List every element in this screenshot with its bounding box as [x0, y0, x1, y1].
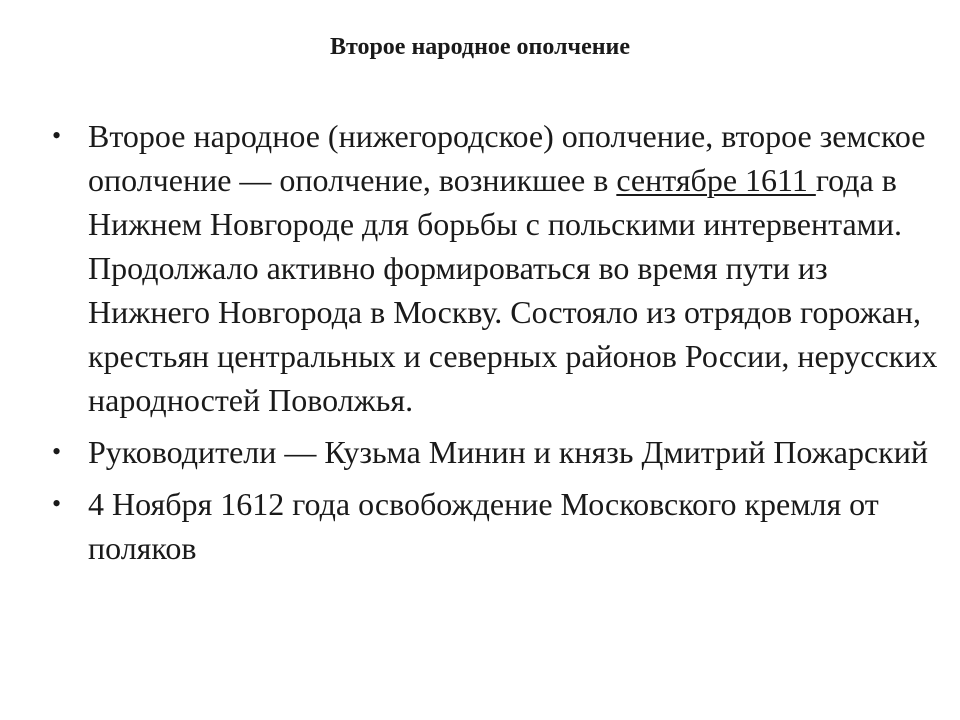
- bullet-icon: •: [52, 121, 62, 150]
- bullet-item-leaders: [48, 430, 938, 474]
- bullet-item-liberation: [48, 482, 938, 570]
- bullet-item-militia: [48, 114, 938, 422]
- bullet-text-liberation: 4 Ноября 1612 года освобождение Московского кремля от поляков: [88, 486, 879, 566]
- slide-title: Второе народное ополчение: [329, 34, 631, 60]
- bullet-list: [48, 114, 938, 578]
- bullet-text-intro: Второе народное (нижегородское) ополчение, второе земское ополчение — ополчение, возникшее в: [88, 118, 926, 198]
- bullet-text-leaders: Руководители — Кузьма Минин и князь Дмитрий Пожарский: [88, 434, 928, 470]
- date-link[interactable]: сентябре 1611: [616, 162, 816, 198]
- bullet-icon: •: [52, 437, 62, 466]
- bullet-text-rest: года в Нижнем Новгороде для борьбы с польскими интервентами. Продолжало активно формироваться во время пути из Нижнего Новгорода в Москву. Состояло из отрядов горожан, крестьян центральных и северных районов России, нерусских народностей Поволжья.: [88, 162, 938, 418]
- bullet-icon: •: [52, 489, 62, 518]
